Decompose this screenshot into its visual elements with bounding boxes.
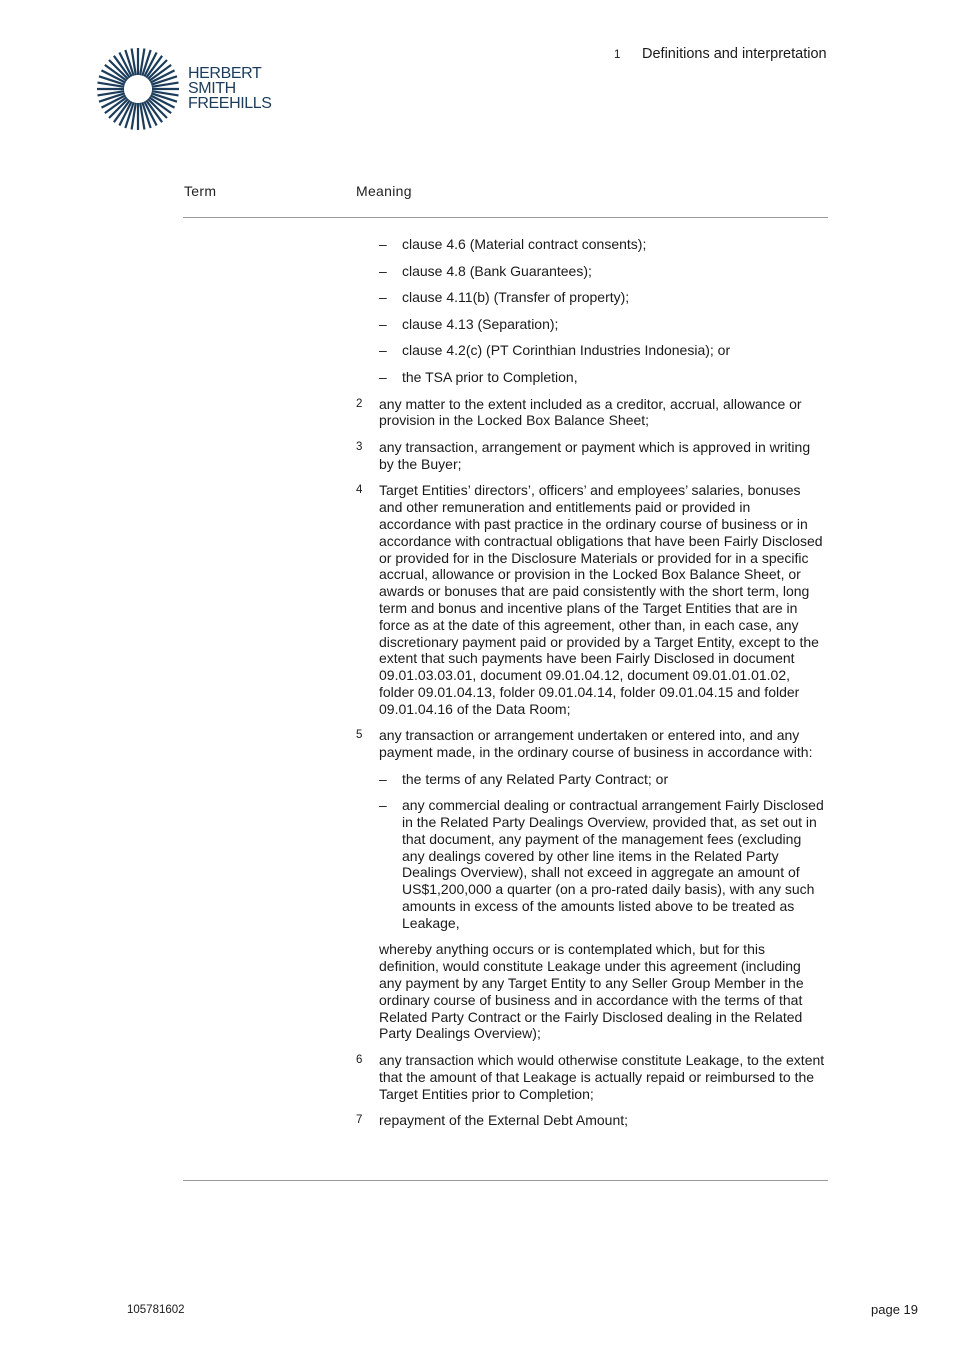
section-number: 1 xyxy=(614,49,621,61)
item-text: Target Entities’ directors’, officers’ and employees’ salaries, bonuses and other remuneration and entitlements paid or provided in accordance with past practice in the ordinary course of business or in accordance with contractual obligations that have been Fairly Disclosed or provided for in the Disclosure Materials or provided for in a specific accrual, allowance or provision in the Locked Box Balance Sheet, or awards or bonuses that are paid consistently with the short term, long term and bonus and incentive plans of the Target Entities that are in force as at the date of this agreement, other than, in each case, any discretionary payment paid or provided by a Target Entity, except to the extent that such payments have been Fairly Disclosed in document 09.01.03.03.01, document 09.01.04.12, document 09.01.01.01.02, folder 09.01.04.13, folder 09.01.04.14, folder 09.01.04.15 and folder 09.01.04.16 of the Data Room; xyxy=(379,482,823,717)
item-text: repayment of the External Debt Amount; xyxy=(379,1112,629,1129)
numbered-item xyxy=(356,1052,826,1102)
logo-line: FREEHILLS xyxy=(188,95,272,112)
dash-text: the TSA prior to Completion, xyxy=(402,368,578,385)
numbered-item xyxy=(356,727,826,761)
dash-item xyxy=(356,263,826,280)
column-header-meaning: Meaning xyxy=(356,183,412,199)
whereby-paragraph: whereby anything occurs or is contemplated which, but for this definition, would constitute Leakage under this agreement (including any payment by any Target Entity to any Seller Group Member in the ordinary course of business and in accordance with the terms of that Related Party Contract or the Fairly Disclosed dealing in the Related Party Dealings Overview); xyxy=(379,941,804,1042)
item-number: 7 xyxy=(356,1114,363,1127)
dash-marker: – xyxy=(379,289,387,306)
numbered-item xyxy=(356,482,826,717)
dash-item xyxy=(356,289,826,306)
dash-marker: – xyxy=(379,770,387,787)
logo-line: SMITH xyxy=(188,80,236,97)
table-header-rule xyxy=(183,217,828,218)
dash-item xyxy=(356,771,826,788)
dash-text: clause 4.2(c) (PT Corinthian Industries Indonesia); or xyxy=(402,342,731,359)
dash-item xyxy=(356,797,826,931)
column-header-term: Term xyxy=(184,183,217,199)
dash-text: the terms of any Related Party Contract; or xyxy=(402,770,669,787)
dash-text: clause 4.13 (Separation); xyxy=(402,315,559,332)
dash-text: clause 4.8 (Bank Guarantees); xyxy=(402,262,592,279)
meaning-content xyxy=(356,236,826,1139)
item-number: 3 xyxy=(356,440,363,453)
sunburst-icon xyxy=(96,46,186,136)
dash-text: clause 4.11(b) (Transfer of property); xyxy=(402,289,630,306)
dash-marker: – xyxy=(379,262,387,279)
item-number: 6 xyxy=(356,1054,363,1067)
dash-item xyxy=(356,342,826,359)
firm-logo xyxy=(96,46,276,136)
item-number: 5 xyxy=(356,729,363,742)
dash-marker: – xyxy=(379,368,387,385)
numbered-item xyxy=(356,1112,826,1129)
dash-item xyxy=(356,316,826,333)
dash-item xyxy=(356,236,826,253)
dash-marker: – xyxy=(379,342,387,359)
dash-marker: – xyxy=(379,236,387,252)
dash-text: clause 4.6 (Material contract consents); xyxy=(402,236,647,252)
item-text: any transaction which would otherwise constitute Leakage, to the extent that the amount of that Leakage is actually repaid or reimbursed to the Target Entities prior to Completion; xyxy=(379,1052,825,1102)
item-text: any transaction, arrangement or payment which is approved in writing by the Buyer; xyxy=(379,438,811,472)
document-number: 105781602 xyxy=(127,1304,185,1316)
dash-item xyxy=(356,369,826,386)
table-bottom-rule xyxy=(183,1180,828,1181)
numbered-item xyxy=(356,439,826,473)
item-number: 2 xyxy=(356,397,363,410)
dash-marker: – xyxy=(379,797,387,814)
section-title: Definitions and interpretation xyxy=(642,46,827,62)
page-number: page 19 xyxy=(871,1302,918,1317)
logo-line: HERBERT xyxy=(188,65,262,82)
numbered-item xyxy=(356,396,826,430)
dash-marker: – xyxy=(379,315,387,332)
item-text: any matter to the extent included as a creditor, accrual, allowance or provision in the Locked Box Balance Sheet; xyxy=(379,395,802,429)
dash-text: any commercial dealing or contractual arrangement Fairly Disclosed in the Related Party Dealings Overview, provided that, as set out in that document, any payment of the management fees (excluding any dealings covered by other line items in the Related Party Dealings Overview), shall not exceed in aggregate an amount of US$1,200,000 a quarter (on a pro-rated daily basis), with any such amounts in excess of the amounts listed above to be treated as Leakage, xyxy=(402,797,824,931)
item-number: 4 xyxy=(356,484,363,497)
item-text: any transaction or arrangement undertaken or entered into, and any payment made, in the ordinary course of business in accordance with: xyxy=(379,727,813,761)
running-header xyxy=(614,46,827,64)
logo-wordmark xyxy=(188,66,288,111)
